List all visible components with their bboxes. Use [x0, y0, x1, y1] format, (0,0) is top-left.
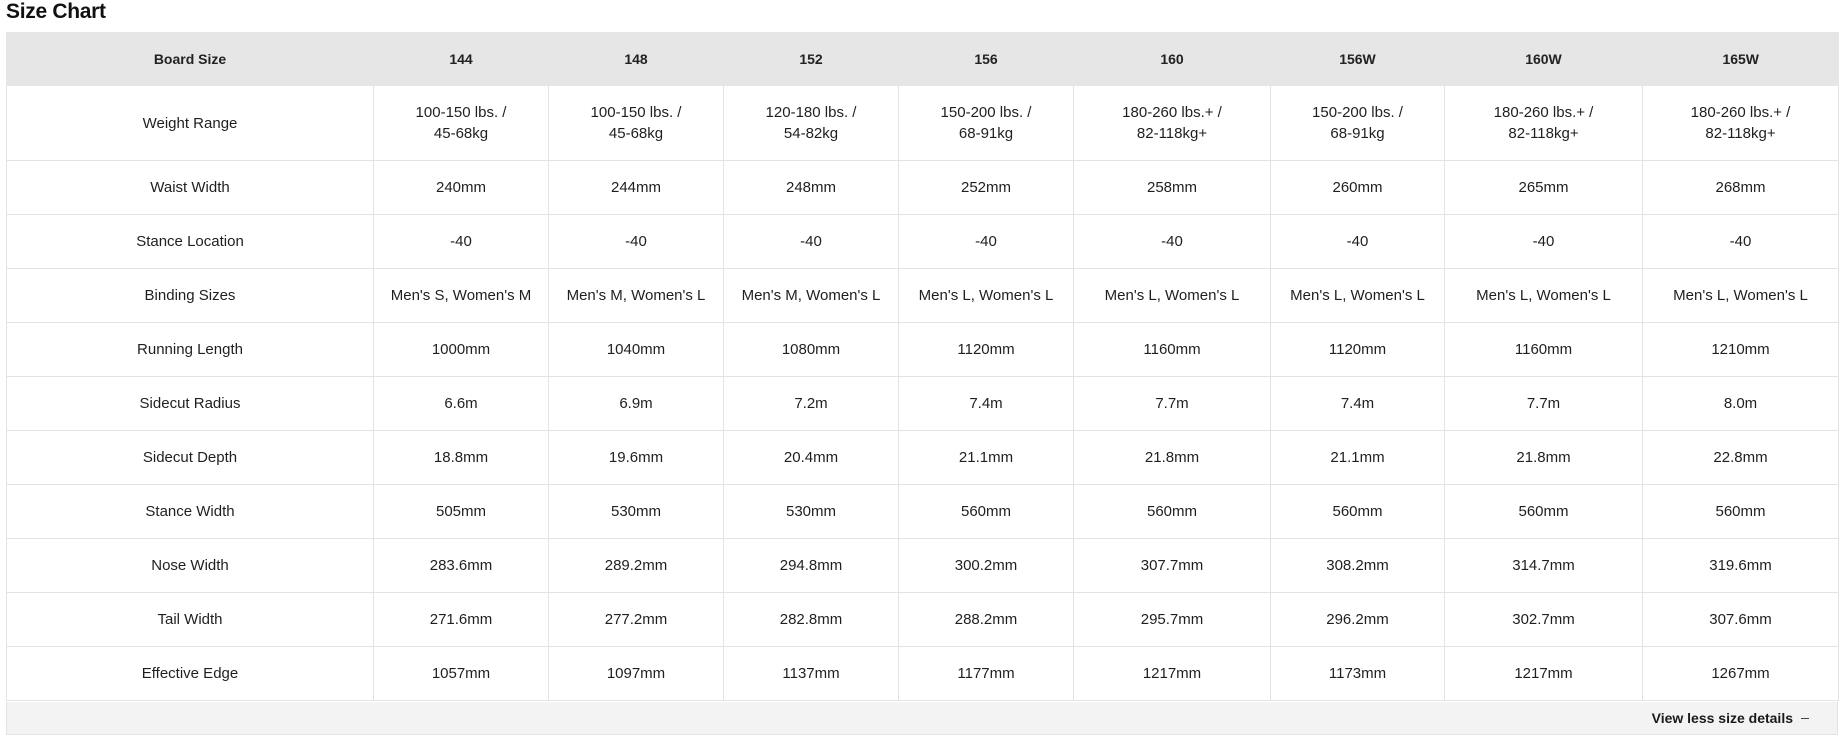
header-board-size: Board Size	[7, 32, 374, 86]
table-cell: 8.0m	[1643, 377, 1839, 431]
table-cell: Men's L, Women's L	[1643, 269, 1839, 323]
table-cell: Men's S, Women's M	[374, 269, 549, 323]
table-cell	[899, 86, 1074, 161]
cell-value-two-line	[1312, 102, 1403, 144]
table-row-stance-location	[7, 215, 1839, 269]
table-row-stance-width	[7, 485, 1839, 539]
cell-line: 68-91kg	[1330, 125, 1385, 142]
cell-value-two-line	[416, 102, 507, 144]
table-cell: 20.4mm	[724, 431, 899, 485]
table-cell	[374, 86, 549, 161]
table-row-waist-width	[7, 161, 1839, 215]
table-cell: 319.6mm	[1643, 539, 1839, 593]
table-cell: 7.7m	[1445, 377, 1643, 431]
table-cell: Men's M, Women's L	[724, 269, 899, 323]
cell-line: 180-260 lbs.+ /	[1493, 104, 1594, 121]
table-cell: 1080mm	[724, 323, 899, 377]
table-row-sidecut-radius	[7, 377, 1839, 431]
table-cell: 560mm	[899, 485, 1074, 539]
table-cell: 248mm	[724, 161, 899, 215]
table-cell: 302.7mm	[1445, 593, 1643, 647]
table-cell: 300.2mm	[899, 539, 1074, 593]
table-cell: 560mm	[1445, 485, 1643, 539]
table-cell: 260mm	[1271, 161, 1445, 215]
table-cell: -40	[724, 215, 899, 269]
table-cell: 1217mm	[1445, 647, 1643, 701]
header-size-165w: 165W	[1643, 32, 1839, 86]
table-cell: 22.8mm	[1643, 431, 1839, 485]
table-cell: 7.4m	[1271, 377, 1445, 431]
cell-value-two-line	[941, 102, 1032, 144]
row-label: Tail Width	[7, 593, 374, 647]
cell-line: 100-150 lbs. /	[590, 104, 682, 121]
minus-icon	[1801, 718, 1809, 720]
table-cell: 19.6mm	[549, 431, 724, 485]
table-cell: 530mm	[724, 485, 899, 539]
cell-line: 180-260 lbs.+ /	[1690, 104, 1791, 121]
table-row-tail-width	[7, 593, 1839, 647]
table-cell: 296.2mm	[1271, 593, 1445, 647]
table-cell: 288.2mm	[899, 593, 1074, 647]
table-footer	[6, 702, 1838, 735]
table-cell: 1137mm	[724, 647, 899, 701]
table-row-effective-edge	[7, 647, 1839, 701]
table-cell: 277.2mm	[549, 593, 724, 647]
table-cell: 7.4m	[899, 377, 1074, 431]
table-cell: 1210mm	[1643, 323, 1839, 377]
view-less-size-details-button[interactable]	[1652, 710, 1809, 726]
table-cell: -40	[1445, 215, 1643, 269]
table-row-sidecut-depth	[7, 431, 1839, 485]
table-cell: 283.6mm	[374, 539, 549, 593]
table-cell: Men's L, Women's L	[899, 269, 1074, 323]
table-cell: 560mm	[1271, 485, 1445, 539]
table-cell	[1271, 86, 1445, 161]
cell-line: 45-68kg	[608, 125, 664, 142]
row-label: Waist Width	[7, 161, 374, 215]
table-cell: 1173mm	[1271, 647, 1445, 701]
table-row-binding-sizes	[7, 269, 1839, 323]
cell-line: 150-200 lbs. /	[940, 104, 1032, 121]
table-cell: 21.8mm	[1074, 431, 1271, 485]
cell-line: 180-260 lbs.+ /	[1122, 104, 1222, 121]
table-cell: 530mm	[549, 485, 724, 539]
cell-value-two-line	[591, 102, 682, 144]
table-cell: 1120mm	[899, 323, 1074, 377]
table-cell: 7.2m	[724, 377, 899, 431]
table-cell: 1057mm	[374, 647, 549, 701]
cell-value-two-line	[1122, 102, 1222, 144]
table-cell: Men's M, Women's L	[549, 269, 724, 323]
table-cell: 295.7mm	[1074, 593, 1271, 647]
table-cell: Men's L, Women's L	[1271, 269, 1445, 323]
table-cell: 307.6mm	[1643, 593, 1839, 647]
table-cell: 1217mm	[1074, 647, 1271, 701]
table-cell: 21.1mm	[899, 431, 1074, 485]
table-cell: 18.8mm	[374, 431, 549, 485]
table-cell: 240mm	[374, 161, 549, 215]
table-header	[7, 32, 1839, 86]
table-cell: Men's L, Women's L	[1074, 269, 1271, 323]
header-size-156: 156	[899, 32, 1074, 86]
table-cell: 1097mm	[549, 647, 724, 701]
table-cell	[549, 86, 724, 161]
table-cell: -40	[1074, 215, 1271, 269]
table-cell: -40	[899, 215, 1074, 269]
cell-line: 82-118kg+	[1136, 125, 1208, 142]
cell-line: 100-150 lbs. /	[415, 104, 507, 121]
row-label: Binding Sizes	[7, 269, 374, 323]
table-cell: 21.8mm	[1445, 431, 1643, 485]
row-label: Stance Width	[7, 485, 374, 539]
header-size-144: 144	[374, 32, 549, 86]
cell-line: 45-68kg	[433, 125, 489, 142]
table-cell: 271.6mm	[374, 593, 549, 647]
table-cell: 265mm	[1445, 161, 1643, 215]
header-size-160w: 160W	[1445, 32, 1643, 86]
table-cell: 1177mm	[899, 647, 1074, 701]
table-cell: 314.7mm	[1445, 539, 1643, 593]
view-less-label: View less size details	[1651, 710, 1793, 726]
cell-line: 82-118kg+	[1508, 125, 1579, 142]
row-label: Running Length	[7, 323, 374, 377]
row-label: Sidecut Radius	[7, 377, 374, 431]
table-cell: 1040mm	[549, 323, 724, 377]
table-cell: Men's L, Women's L	[1445, 269, 1643, 323]
table-cell: -40	[549, 215, 724, 269]
table-cell: 560mm	[1643, 485, 1839, 539]
table-cell: 307.7mm	[1074, 539, 1271, 593]
header-size-148: 148	[549, 32, 724, 86]
table-body	[7, 86, 1839, 701]
cell-line: 68-91kg	[958, 125, 1014, 142]
table-cell: 282.8mm	[724, 593, 899, 647]
cell-line: 54-82kg	[783, 125, 839, 142]
header-row	[7, 32, 1839, 86]
cell-value-two-line	[766, 102, 857, 144]
size-chart-table	[6, 32, 1839, 701]
row-label: Weight Range	[7, 86, 374, 161]
table-cell: 6.6m	[374, 377, 549, 431]
size-chart-table-container	[6, 32, 1838, 701]
table-cell: 7.7m	[1074, 377, 1271, 431]
table-cell: 244mm	[549, 161, 724, 215]
row-label: Sidecut Depth	[7, 431, 374, 485]
table-cell: 505mm	[374, 485, 549, 539]
table-cell: 258mm	[1074, 161, 1271, 215]
cell-value-two-line	[1691, 102, 1791, 144]
header-size-160: 160	[1074, 32, 1271, 86]
table-cell	[1074, 86, 1271, 161]
table-cell	[1643, 86, 1839, 161]
table-cell: 21.1mm	[1271, 431, 1445, 485]
table-row-running-length	[7, 323, 1839, 377]
table-row-nose-width	[7, 539, 1839, 593]
table-cell: 1160mm	[1445, 323, 1643, 377]
table-cell: 289.2mm	[549, 539, 724, 593]
table-cell	[1445, 86, 1643, 161]
table-cell: 294.8mm	[724, 539, 899, 593]
row-label: Stance Location	[7, 215, 374, 269]
table-cell: -40	[374, 215, 549, 269]
table-cell: 1267mm	[1643, 647, 1839, 701]
row-label: Nose Width	[7, 539, 374, 593]
table-cell: -40	[1271, 215, 1445, 269]
table-cell: -40	[1643, 215, 1839, 269]
page-title: Size Chart	[6, 0, 106, 23]
row-label: Effective Edge	[7, 647, 374, 701]
table-cell: 1160mm	[1074, 323, 1271, 377]
cell-value-two-line	[1494, 102, 1594, 144]
cell-line: 150-200 lbs. /	[1312, 104, 1403, 121]
table-row-weight-range	[7, 86, 1839, 161]
table-cell: 268mm	[1643, 161, 1839, 215]
table-cell: 308.2mm	[1271, 539, 1445, 593]
table-cell: 6.9m	[549, 377, 724, 431]
table-cell	[724, 86, 899, 161]
table-cell: 560mm	[1074, 485, 1271, 539]
header-size-152: 152	[724, 32, 899, 86]
table-cell: 1120mm	[1271, 323, 1445, 377]
header-size-156w: 156W	[1271, 32, 1445, 86]
cell-line: 120-180 lbs. /	[765, 104, 857, 121]
cell-line: 82-118kg+	[1705, 125, 1776, 142]
table-cell: 252mm	[899, 161, 1074, 215]
table-cell: 1000mm	[374, 323, 549, 377]
